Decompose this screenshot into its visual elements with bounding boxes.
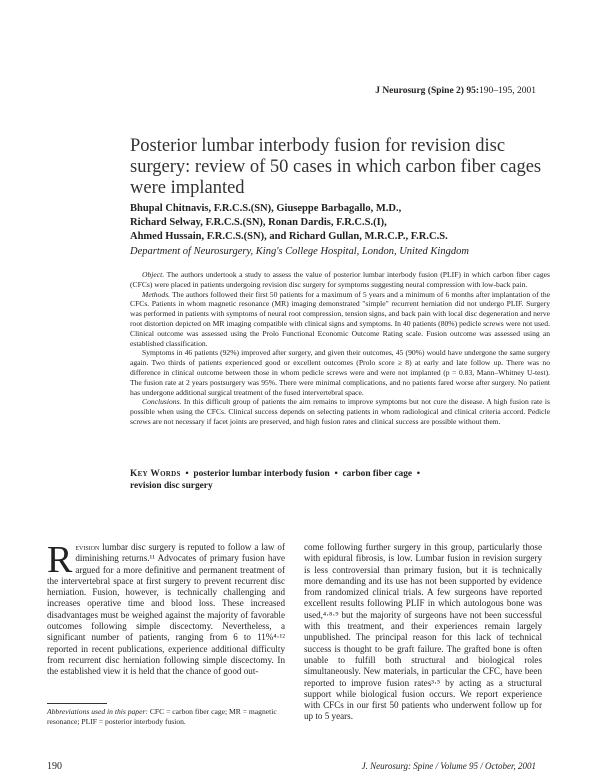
keyword: revision disc surgery xyxy=(130,481,213,491)
footnote-divider xyxy=(47,703,107,704)
body-column-right xyxy=(304,542,542,723)
abstract-label: Methods. xyxy=(142,289,171,299)
abstract-results xyxy=(130,348,550,397)
article-title: Posterior lumbar interbody fusion for revision disc surgery: review of 50 cases in which carbon fiber cages were implanted xyxy=(130,136,542,198)
journal-name: J Neurosurg (Spine 2) 95: xyxy=(375,86,479,96)
author-line: Richard Selway, F.R.C.S.(SN), Ronan Dardis, F.R.C.S.(I), xyxy=(130,217,387,228)
footnote xyxy=(47,707,292,726)
affiliation: Department of Neurosurgery, King's College Hospital, London, United Kingdom xyxy=(130,246,469,257)
opening-word: evision xyxy=(75,542,100,552)
keyword: carbon fiber cage xyxy=(342,469,413,479)
body-text: lumbar disc surgery is reputed to follow a law of diminishing returns.¹¹ Advocates of primary fusion have argued for a more definitive and permanent treatment of the intervertebral space at first surgery to prevent recurrent disc herniation. Fusion, however, is technically challenging and increases operative time and blood loss. These increased disadvantages must be weighed against the majority of favorable outcomes following simple discectomy. Nevertheless, a significant number of patients, ranging from 6 to 11%⁴·¹² reported in recent publications, experience additional difficulty from recurrent disc herniation following simple discectomy. In the established view it is held that the chance of good out- xyxy=(47,542,285,677)
abstract-object xyxy=(130,270,550,290)
page-number: 190 xyxy=(47,761,62,772)
journal-reference xyxy=(375,86,536,96)
abstract-text: In this difficult group of patients the aim remains to improve symptoms but not cure the disease. A high fusion rate is possible when using the CFCs. Clinical success depends on selecting patients in whom radiological and clinical criteria accord. Pedicle screws are not necessary if facet joints are preserved, and high fusion rates and clinical success are possible without them. xyxy=(130,397,550,426)
body-text: come following further surgery in this group, particularly those with epidural fibrosis, is low. Lumbar fusion in revision surgery is less controversial than primary fusion, but it is technically more demanding and its use has not been supported by evidence from randomized clinical trials. A few surgeons have reported excellent results following PLIF in which autologous bone was used,⁴·⁸·⁹ but the majority of surgeons have not been successful with this treatment, and their experiences remain largely unpublished. The principal reason for this lack of technical success is thought to be graft failure. The grafted bone is often unable to fulfill both structural and biological roles simultaneously. New materials, in particular the CFC, have been reported to improve fusion rates³·⁵ by acting as a structural support while biological fusion occurs. We report experience with CFCs in our first 50 patients who underwent follow up for up to 5 years. xyxy=(304,542,542,722)
journal-pages: 190–195, 2001 xyxy=(479,86,536,96)
author-list xyxy=(130,202,550,244)
keywords-label: Key Words xyxy=(130,469,181,479)
abstract-label: Object. xyxy=(142,270,165,279)
author-line: Ahmed Hussain, F.R.C.S.(SN), and Richard Gullan, M.R.C.P., F.R.C.S. xyxy=(130,231,448,242)
abstract-label: Conclusions. xyxy=(142,397,182,407)
abstract-methods xyxy=(130,290,550,349)
keywords: Key Words • posterior lumbar interbody fusion • carbon fiber cage • revision disc surgery xyxy=(130,469,421,491)
drop-cap: R xyxy=(47,539,73,581)
author-line: Bhupal Chitnavis, F.R.C.S.(SN), Giuseppe Barbagallo, M.D., xyxy=(130,203,402,214)
footnote-label: Abbreviations used in this paper: xyxy=(47,707,148,716)
footnote-text: CFC = carbon fiber cage; MR = magnetic resonance; PLIF = posterior interbody fusion. xyxy=(47,707,277,726)
body-column-left xyxy=(47,539,285,678)
abstract-text: Symptoms in 46 patients (92%) improved after surgery, and given their outcomes, 45 (90%) would have undergone the same surgery again. Two thirds of patients experienced good or excellent outcomes (Prolo score ≥ 8) at early and late follow up. There was no difference in clinical outcome between those in whom pedicle screws were and were not implanted (p = 0.83, Mann–Whitney U-test). The fusion rate at 2 years postsurgery was 95%. There were minimal complications, and no patients fared worse after surgery. No patient has undergone additional surgical treatment of the fused intervertebral space. xyxy=(130,348,550,397)
abstract-conclusions xyxy=(130,397,550,426)
footer-journal: J. Neurosurg: Spine / Volume 95 / October, 2001 xyxy=(361,761,536,771)
abstract-text: The authors followed their first 50 patients for a maximum of 5 years and a minimum of 6 months after implantation of the CFCs. Patients in whom magnetic resonance (MR) imaging demonstrated "simple" recurrent herniation did not undergo PLIF. Surgery was performed in patients with symptoms of neural root compression, tension signs, and back pain with local disc degeneration and nerve root distortion depicted on MR imaging compatible with clinical signs and symptoms. In 40 patients (80%) pedicle screws were not used. Clinical outcome was assessed using the Prolo Functional Economic Outcome Rating scale. Fusion outcome was assessed using an established classification. xyxy=(130,289,550,348)
abstract xyxy=(130,270,550,427)
keyword: posterior lumbar interbody fusion xyxy=(193,469,330,479)
abstract-text: The authors undertook a study to assess the value of posterior lumbar interbody fusion (PLIF) in which carbon fiber cages (CFCs) were placed in patients undergoing revision disc surgery for symptoms suggesting neural compression with low-back pain. xyxy=(130,270,550,289)
